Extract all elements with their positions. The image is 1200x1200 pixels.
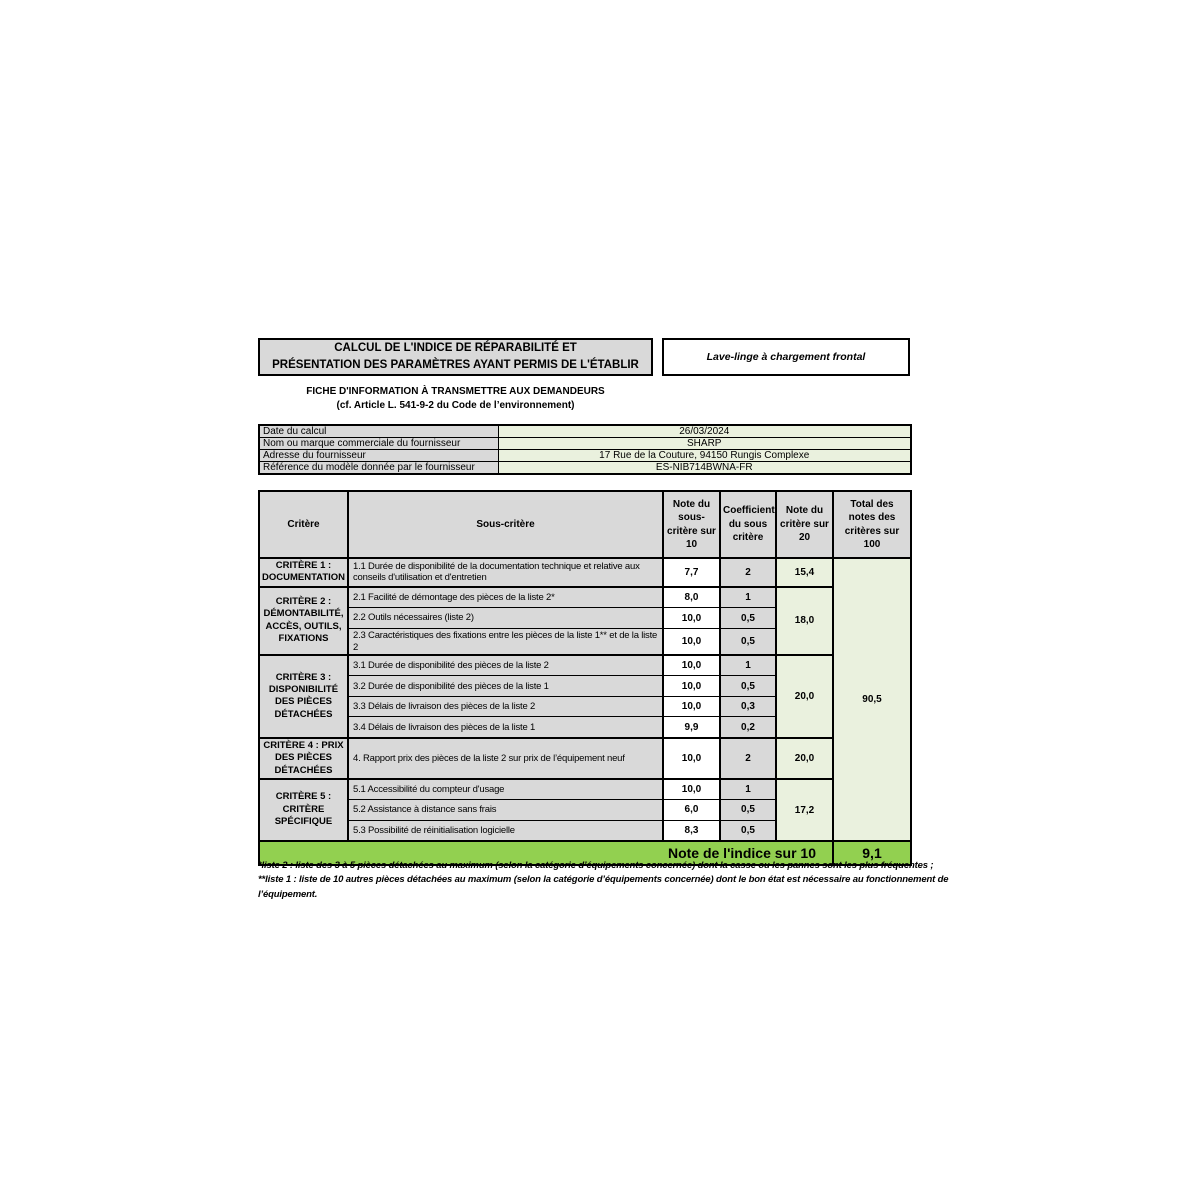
info-value-brand: SHARP <box>498 438 911 450</box>
subcritere-3-1-coef: 1 <box>720 655 776 676</box>
subcritere-4-note: 10,0 <box>663 738 720 779</box>
info-value-date: 26/03/2024 <box>498 425 911 438</box>
subcritere-5-2-coef: 0,5 <box>720 799 776 820</box>
row-3-1 <box>259 655 911 676</box>
info-label-address: Adresse du fournisseur <box>259 450 498 462</box>
critere-4-label: CRITÈRE 4 : PRIX DES PIÈCES DÉTACHÉES <box>259 738 348 779</box>
critere-1-note-sur-20: 15,4 <box>776 558 833 587</box>
header-cell-sous-critere: Sous-critère <box>348 491 663 558</box>
footnote-liste-1: **liste 1 : liste de 10 autres pièces détachées au maximum (selon la catégorie d’équipements concernée) dont le bon état est nécessaire au fonctionnement de <box>258 874 949 886</box>
info-label-date: Date du calcul <box>259 425 498 438</box>
subcritere-5-2-note: 6,0 <box>663 799 720 820</box>
title-row <box>258 338 910 376</box>
subcritere-5-3-note: 8,3 <box>663 820 720 841</box>
total-notes-sur-100: 90,5 <box>833 558 911 841</box>
row-5-1 <box>259 779 911 799</box>
final-score-label: Note de l'indice sur 10 <box>259 841 833 865</box>
critere-4-note-sur-20: 20,0 <box>776 738 833 779</box>
row-4 <box>259 738 911 779</box>
product-type-label: Lave-linge à chargement frontal <box>706 351 866 363</box>
subcritere-5-3-label: 5.3 Possibilité de réinitialisation logicielle <box>348 820 663 841</box>
row-1-1 <box>259 558 911 587</box>
header-cell-note-sous-critere: Note du sous-critère sur 10 <box>663 491 720 558</box>
subcritere-4-coef: 2 <box>720 738 776 779</box>
subcritere-3-1-note: 10,0 <box>663 655 720 676</box>
subcritere-3-3-coef: 0,3 <box>720 697 776 717</box>
critere-2-note-sur-20: 18,0 <box>776 587 833 655</box>
info-row-address <box>259 450 911 462</box>
critere-3-label: CRITÈRE 3 : DISPONIBILITÉ DES PIÈCES DÉTACHÉES <box>259 655 348 738</box>
subcritere-2-2-label: 2.2 Outils nécessaires (liste 2) <box>348 608 663 629</box>
subcritere-5-1-label: 5.1 Accessibilité du compteur d'usage <box>348 779 663 799</box>
document-title <box>258 338 653 376</box>
subcritere-2-3-note: 10,0 <box>663 629 720 655</box>
score-table <box>258 490 912 866</box>
subcritere-3-3-note: 10,0 <box>663 697 720 717</box>
info-value-model: ES-NIB714BWNA-FR <box>498 462 911 475</box>
critere-3-note-sur-20: 20,0 <box>776 655 833 738</box>
supplier-info-table <box>258 424 912 475</box>
subcritere-5-2-label: 5.2 Assistance à distance sans frais <box>348 799 663 820</box>
critere-1-label: CRITÈRE 1 : DOCUMENTATION <box>259 558 348 587</box>
footnotes <box>258 859 949 902</box>
critere-2-label: CRITÈRE 2 : DÉMONTABILITÉ, ACCÈS, OUTILS, FIXATIONS <box>259 587 348 655</box>
subcritere-2-1-note: 8,0 <box>663 587 720 608</box>
subcritere-1-1-label: 1.1 Durée de disponibilité de la documentation technique et relative aux conseils d'utilisation et d'entretien <box>348 558 663 587</box>
subcritere-2-2-note: 10,0 <box>663 608 720 629</box>
title-line-1: CALCUL DE L'INDICE DE RÉPARABILITÉ ET <box>334 342 577 355</box>
subcritere-3-4-note: 9,9 <box>663 717 720 738</box>
subcritere-3-2-note: 10,0 <box>663 676 720 697</box>
subcritere-5-1-note: 10,0 <box>663 779 720 799</box>
footnote-liste-2: *liste 2 : liste des 3 à 5 pièces détachées au maximum (selon la catégorie d’équipements concernée) dont la casse ou les pannes sont les plus fréquentes ; <box>258 860 934 871</box>
info-row-model <box>259 462 911 475</box>
header-cell-note-critere: Note du critère sur 20 <box>776 491 833 558</box>
subtitle-line-1: FICHE D'INFORMATION À TRANSMETTRE AUX DEMANDEURS <box>306 386 605 397</box>
info-label-model: Référence du modèle donnée par le fournisseur <box>259 462 498 475</box>
subcritere-3-2-coef: 0,5 <box>720 676 776 697</box>
info-row-date <box>259 425 911 438</box>
subcritere-3-4-coef: 0,2 <box>720 717 776 738</box>
subcritere-5-3-coef: 0,5 <box>720 820 776 841</box>
title-line-2: PRÉSENTATION DES PARAMÈTRES AYANT PERMIS DE L'ÉTABLIR <box>272 359 639 371</box>
header-cell-total: Total des notes des critères sur 100 <box>833 491 911 558</box>
footnote-liste-1-cont: l’équipement. <box>258 888 318 900</box>
subcritere-1-1-coef: 2 <box>720 558 776 587</box>
row-2-1 <box>259 587 911 608</box>
subcritere-2-3-coef: 0,5 <box>720 629 776 655</box>
score-table-header-row <box>259 491 911 558</box>
subcritere-3-4-label: 3.4 Délais de livraison des pièces de la liste 1 <box>348 717 663 738</box>
info-label-brand: Nom ou marque commerciale du fournisseur <box>259 438 498 450</box>
info-row-brand <box>259 438 911 450</box>
subcritere-3-1-label: 3.1 Durée de disponibilité des pièces de la liste 2 <box>348 655 663 676</box>
subcritere-3-2-label: 3.2 Durée de disponibilité des pièces de la liste 1 <box>348 676 663 697</box>
header-cell-coefficient: Coefficient du sous critère <box>720 491 776 558</box>
product-type-box <box>662 338 910 376</box>
subtitle-line-2: (cf. Article L. 541-9-2 du Code de l’environnement) <box>336 400 575 411</box>
subcritere-2-3-label: 2.3 Caractéristiques des fixations entre les pièces de la liste 1** et de la liste 2 <box>348 629 663 655</box>
critere-5-label: CRITÈRE 5 : CRITÈRE SPÉCIFIQUE <box>259 779 348 841</box>
final-score-value: 9,1 <box>833 841 911 865</box>
subcritere-2-1-label: 2.1 Facilité de démontage des pièces de la liste 2* <box>348 587 663 608</box>
subcritere-1-1-note: 7,7 <box>663 558 720 587</box>
subcritere-4-label: 4. Rapport prix des pièces de la liste 2 sur prix de l’équipement neuf <box>348 738 663 779</box>
subcritere-2-2-coef: 0,5 <box>720 608 776 629</box>
subcritere-5-1-coef: 1 <box>720 779 776 799</box>
header-cell-critere: Critère <box>259 491 348 558</box>
subcritere-2-1-coef: 1 <box>720 587 776 608</box>
info-value-address: 17 Rue de la Couture, 94150 Rungis Complexe <box>498 450 911 462</box>
subtitle <box>258 385 653 413</box>
critere-5-note-sur-20: 17,2 <box>776 779 833 841</box>
subcritere-3-3-label: 3.3 Délais de livraison des pièces de la liste 2 <box>348 697 663 717</box>
